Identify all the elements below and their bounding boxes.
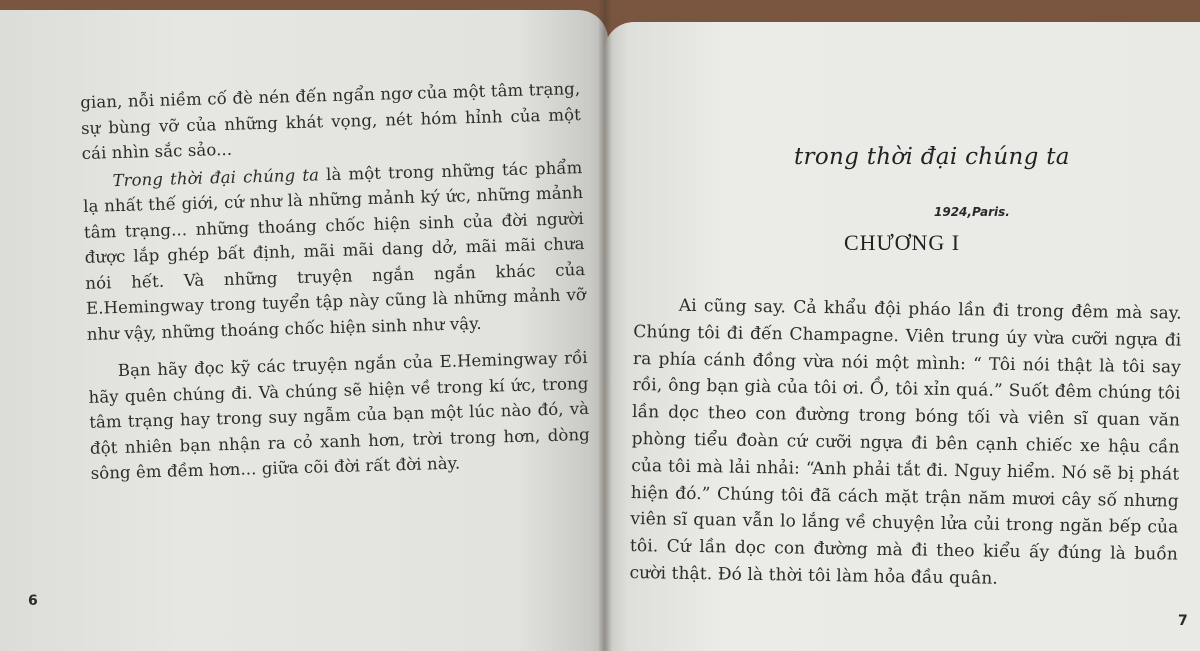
- left-page-text: [80, 76, 591, 486]
- right-paragraph-1: Ai cũng say. Cả khẩu đội pháo lần đi trong đêm mà say. Chúng tôi đi đến Champagne. Viên trung úy vừa cưỡi ngựa đi ra phía cánh đồng vừa nói một mình: “ Tôi nói thật là tôi say rồi, ông bạn già của tôi ơi. Ồ, tôi xỉn quá.” Suốt đêm chúng tôi lần dọc theo con đường trong bóng tối và viên sĩ quan văn phòng tiểu đoàn cứ cưỡi ngựa đi bên cạnh chiếc xe hậu cần của tôi mà lải nhải: “Anh phải tắt đi. Nguy hiểm. Nó sẽ bị phát hiện đó.” Chúng tôi đã cách mặt trận năm mươi cây số nhưng viên sĩ quan vẫn lo lắng về chuyện lửa củi trong ngăn bếp của tôi. Cứ lần dọc con đường mà đi theo kiểu ấy đúng là buồn cười thật. Đó là thời tôi làm hỏa đầu quân.: [629, 295, 1182, 589]
- chapter-heading: CHƯƠNG I: [844, 230, 961, 255]
- page-number-right: 7: [1178, 613, 1188, 629]
- book-title-italic: Trong thời đại chúng ta: [112, 164, 320, 190]
- left-page: [0, 10, 608, 651]
- right-page-text: [629, 292, 1182, 595]
- left-paragraph-3: Bạn hãy đọc kỹ các truyện ngắn của E.Hemingway rồi hãy quên chúng đi. Và chúng sẽ hiện về trong kí ức, trong tâm trạng hay trong suy ngẫm của bạn một lúc nào đó, và đột nhiên bạn nhận ra cỏ xanh hơn, trời trong hơn, dòng sông êm đềm hơn... giữa cõi đời rất đời này.: [88, 347, 591, 483]
- story-title: trong thời đại chúng ta: [794, 144, 1070, 170]
- left-paragraph-2: [82, 155, 587, 347]
- date-place: 1924,Paris.: [934, 205, 1010, 219]
- left-paragraph-1: gian, nỗi niềm cố đè nén đến ngẩn ngơ của một tâm trạng, sự bùng vỡ của những khát vọng, nét hóm hỉnh của một cái nhìn sắc sảo...: [80, 79, 582, 163]
- book-gutter: [598, 0, 612, 651]
- left-paragraph-2-text: là một trong những tác phẩm lạ nhất thế giới, cứ như là những mảnh ký ức, những mảnh tâm trạng... những thoáng chốc hiện sinh của đời người được lắp ghép bất định, mãi mãi dang dở, mãi mãi chưa nói hết. Và những truyện ngắn ngắn khác của E.Hemingway trong tuyển tập này cũng là những mảnh vỡ như vậy, những thoáng chốc hiện sinh như vậy.: [82, 157, 587, 344]
- right-page: [604, 22, 1200, 651]
- page-number-left: 6: [28, 593, 38, 609]
